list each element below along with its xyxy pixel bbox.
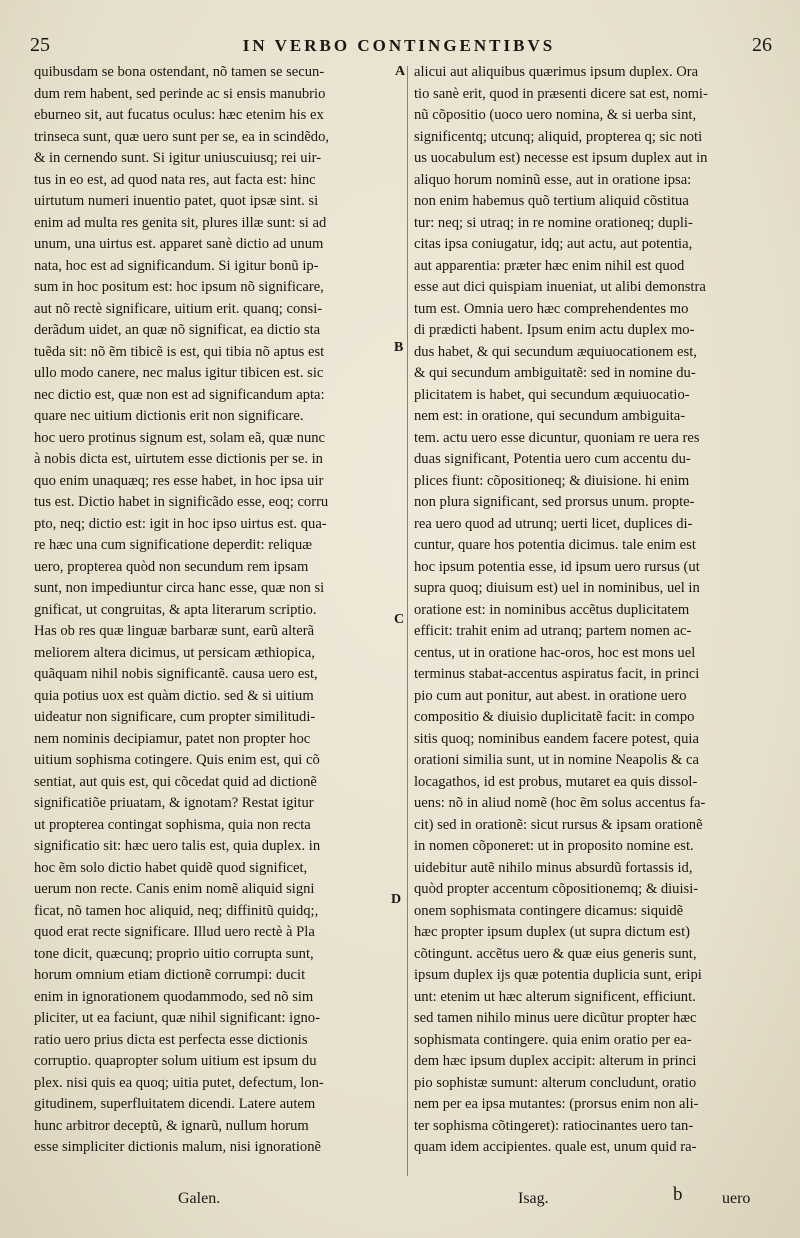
text-line: significatio sit: hæc uero talis est, quia duplex. in [34, 838, 321, 854]
text-line: nem per ea ipsa mutantes: (prorsus enim non ali- [414, 1096, 699, 1112]
text-line: aut apparentia: præter hæc enim nihil est quod [414, 257, 685, 274]
margin-marker-d: D [391, 892, 402, 907]
text-line: quia potius uox est quàm dictio. sed & si uitium [34, 687, 314, 704]
text-line: hæc propter ipsum duplex (ut supra dictum est) [414, 924, 691, 940]
text-line: cõtingunt. accẽtus uero & quæ eius generis sunt, [414, 945, 697, 962]
text-line: eburneo sit, aut fucatus oculus: hæc etenim his ex [34, 107, 324, 123]
text-line: us uocabulum est) necesse est ipsum duplex aut in [414, 150, 708, 166]
text-line: terminus stabat-accentus aspiratus facit, in princi [414, 666, 700, 682]
text-line: meliorem altera dicimus, ut persicam æthiopica, [34, 644, 315, 661]
text-line: plex. nisi quis ea quoq; uitia putet, defectum, lon- [34, 1074, 324, 1091]
text-line: nem nominis decipiamur, patet non propter hoc [34, 730, 311, 747]
text-line: corruptio. quapropter solum uitium est ipsum du [34, 1053, 317, 1069]
left-page-number: 25 [30, 34, 50, 56]
text-line: quãquam nihil nobis significantẽ. causa uero est, [34, 666, 318, 682]
text-line: sum in hoc positum est: hoc ipsum nõ significare, [34, 279, 324, 295]
text-line: pliciter, ut ea faciunt, quæ nihil significant: igno- [34, 1010, 320, 1026]
text-line: pto, neq; dictio est: igit in hoc ipso uirtus est. qua- [34, 515, 327, 532]
text-line: quo enim unaquæq; res esse habet, in hoc ipsa uir [34, 472, 324, 489]
left-text-column [34, 62, 387, 1158]
text-line: locagathos, id est probus, mutaret ea quis dissol- [414, 773, 698, 790]
page-header [22, 30, 776, 60]
text-line: significentq; utcunq; aliquid, propterea q; sic noti [414, 128, 703, 145]
text-line: ter sophisma cõtingeret): ratiocinantes uero tan- [414, 1117, 694, 1134]
text-line: uerum non recte. Canis enim nomẽ aliquid signi [34, 881, 315, 897]
text-line: ut propterea contingat sophisma, quia non recta [34, 816, 311, 833]
text-line: quod erat recte significare. Illud uero rectè à Pla [34, 924, 315, 940]
signature-mark: b [673, 1184, 683, 1205]
text-line: nata, hoc est ad significandum. Si igitur bonũ ip- [34, 257, 319, 274]
text-line: cit) sed in orationẽ: sicut rursus & ipsam orationẽ [414, 816, 703, 833]
text-line: quare nec uitium dictionis erit non significare. [34, 408, 304, 424]
text-line: sentiat, aut quis est, qui cõcedat quid ad dictionẽ [34, 773, 317, 790]
text-line: gitudinem, superfluitatem dicendi. Latere autem [34, 1096, 316, 1112]
text-line: tem. actu uero esse dicuntur, quoniam re uera res [414, 429, 700, 446]
text-line: non plura significant, sed prorsus unum. propte- [414, 494, 695, 510]
text-line: enim ad multa res genita sit, plures illæ sunt: si ad [34, 214, 327, 231]
text-line: ullo modo canere, nec malus igitur tibicen est. sic [34, 365, 324, 381]
text-line: ratio uero prius dicta est perfecta esse dictionis [34, 1031, 308, 1048]
text-line: pio cum aut ponitur, aut abest. in oratione uero [414, 687, 687, 704]
text-line: gnificat, ut congruitas, & apta literarum scriptio. [34, 601, 317, 618]
text-line: hoc ipsum potentia esse, id ipsum uero rursus (ut [414, 558, 700, 575]
running-title: IN VERBO CONTINGENTIBVS [242, 36, 556, 55]
text-line: significatiõe priuatam, & ignotam? Restat igitur [34, 795, 314, 811]
text-line: hoc uero protinus signum est, solam eã, quæ nunc [34, 429, 326, 446]
text-line: unt: etenim ut hæc alterum significent, efficiunt. [414, 988, 696, 1005]
margin-marker-b: B [394, 340, 404, 355]
text-line: orationi similia sunt, ut in nomine Neapolis & ca [414, 752, 699, 768]
text-line: ficat, nõ tamen hoc aliquid, neq; diffinitũ quidq;, [34, 902, 319, 919]
text-line: re hæc una cum significatione deperdit: reliquæ [34, 537, 313, 553]
text-line: tio sanè erit, quod in præsenti dicere sat est, nomi- [414, 85, 708, 102]
text-line: enim in ignorationem quodammodo, sed nõ sim [34, 988, 314, 1005]
text-line: quam idem accipientes. quale est, unum quid ra- [414, 1139, 697, 1155]
footer-galen: Galen. [178, 1190, 221, 1207]
text-line: esse simpliciter dictionis malum, nisi ignorationẽ [34, 1139, 321, 1155]
text-line: derãdum uidet, an quæ nõ significat, ea dictio sta [34, 322, 321, 338]
text-line: efficit: trahit enim ad utranq; partem nomen ac- [414, 623, 692, 639]
text-line: plices fiunt: cõpositioneq; & diuisione. hi enim [414, 472, 690, 489]
margin-marker-a: A [395, 64, 406, 79]
text-line: plicitatem is habet, qui secundum æquiuocatio- [414, 386, 690, 403]
text-line: di prædicti habent. Ipsum enim actu duplex mo- [414, 322, 695, 338]
text-line: oratione est: in nominibus accẽtus duplicitatem [414, 601, 690, 618]
text-line: uitium sophisma cotingere. Quis enim est, qui cõ [34, 752, 320, 768]
text-line: sitis quoq; nominibus eandem facere potest, quia [414, 730, 699, 747]
text-line: centus, ut in oratione hac-oros, hoc est mons uel [414, 644, 696, 661]
text-line: à nobis dicta est, uirtutem esse dictionis per se. in [34, 451, 323, 467]
text-line: ipsum duplex ijs quæ potentia duplicia sunt, eripi [414, 967, 702, 983]
text-line: citas ipsa coniugatur, idq; aut actu, aut potentia, [414, 236, 693, 252]
text-line: nec dictio est, quæ non est ad significandum apta: [34, 386, 325, 403]
right-text-column [414, 62, 767, 1158]
text-line: tuẽda sit: nõ ẽm tibicẽ is est, qui tibia nõ aptus est [34, 343, 325, 360]
text-line: supra quoq; diuisum est) uel in nominibus, uel in [414, 580, 700, 596]
text-line: duas significant, Potentia uero cum accentu du- [414, 451, 691, 467]
text-line: uirtutum numeri inuentio patet, quot ipsæ sint. si [34, 193, 319, 209]
text-line: tur: neq; si utraq; in re nomine orationeq; dupli- [414, 214, 693, 231]
text-line: hoc ẽm solo dictio habet quidẽ quod significet, [34, 859, 308, 876]
text-line: tus in eo est, ad quod nata res, aut facta est: hinc [34, 171, 316, 188]
text-line: cuntur, quare hos potentia dicimus. tale enim est [414, 537, 696, 553]
text-line: Has ob res quæ linguæ barbaræ sunt, earũ alterã [34, 623, 315, 639]
text-line: dem hæc ipsum duplex accipit: alterum in princi [414, 1053, 697, 1069]
text-line: esse aut dici quispiam inueniat, ut alibi demonstra [414, 279, 706, 295]
catchword: uero [722, 1190, 751, 1207]
text-line: dus habet, & qui secundum æquiuocationem est, [414, 343, 697, 360]
column-divider [407, 66, 408, 1176]
text-line: quibusdam se bona ostendant, nõ tamen se secun- [34, 64, 325, 80]
text-line: aut nõ rectè significare, uitium erit. quanq; consi- [34, 300, 323, 317]
text-line: tone dicit, quæcunq; proprio uitio corrupta sunt, [34, 945, 314, 962]
text-line: onem sophismata contingere dicamus: siquidẽ [414, 902, 684, 919]
text-line: non enim habemus quõ tertium aliquid cõstitua [414, 193, 689, 209]
text-line: alicui aut aliquibus quærimus ipsum duplex. Ora [414, 64, 699, 80]
text-line: pio sophistæ sumunt: alterum concludunt, oratio [414, 1074, 697, 1091]
text-line: & in cernendo sunt. Si igitur uniuscuiusq; rei uir- [34, 150, 322, 166]
text-line: hunc arbitror deceptũ, & ignarũ, nullum horum [34, 1117, 309, 1134]
text-line: in nomen cõponeret: ut in proposito nomine est. [414, 838, 694, 854]
text-line: tus est. Dictio habet in significãdo esse, eoq; corru [34, 494, 329, 510]
text-line: nũ cõpositio (uoco uero nomina, & si uerba sint, [414, 107, 697, 123]
text-line: aliquo horum nominũ esse, aut in oratione ipsa: [414, 171, 692, 188]
text-line: & qui secundum ambiguitatẽ: sed in nomine du- [414, 365, 696, 381]
text-line: quòd propter accentum cõpositionemq; & diuisi- [414, 881, 699, 897]
text-line: uidebitur autẽ nihilo minus absurdũ fortassis id, [414, 859, 693, 876]
text-line: uens: nõ in aliud nomẽ (hoc ẽm solus accentus fa- [414, 795, 706, 811]
text-line: compositio & diuisio duplicitatẽ facit: in compo [414, 709, 695, 725]
text-line: uero, propterea quòd non secundum rem ipsam [34, 558, 309, 575]
text-line: unum, una uirtus est. apparet sanè dictio ad unum [34, 236, 324, 252]
text-line: nem est: in oratione, qui secundum ambiguita- [414, 408, 686, 424]
text-line: trinseca sunt, quæ uero sunt per se, ea in scindẽdo, [34, 128, 330, 145]
text-line: dum rem habent, sed perinde ac si ensis manubrio [34, 85, 326, 102]
text-line: uideatur non significare, cum propter similitudi- [34, 709, 316, 725]
text-line: sed tamen nihilo minus uere dicũtur propter hæc [414, 1010, 697, 1026]
text-line: tum est. Omnia uero hæc comprehendentes mo [414, 300, 689, 317]
right-page-number: 26 [752, 34, 772, 56]
text-line: horum omnium etiam dictionẽ corrumpi: ducit [34, 967, 306, 983]
text-line: rea uero quod ad utrunq; uerti licet, duplices di- [414, 515, 693, 532]
text-line: sophismata contingere. quia enim oratio per ea- [414, 1031, 692, 1048]
margin-marker-c: C [394, 612, 405, 627]
footer-isag: Isag. [518, 1190, 549, 1207]
text-line: sunt, non impediuntur circa hanc esse, quæ non si [34, 580, 325, 596]
